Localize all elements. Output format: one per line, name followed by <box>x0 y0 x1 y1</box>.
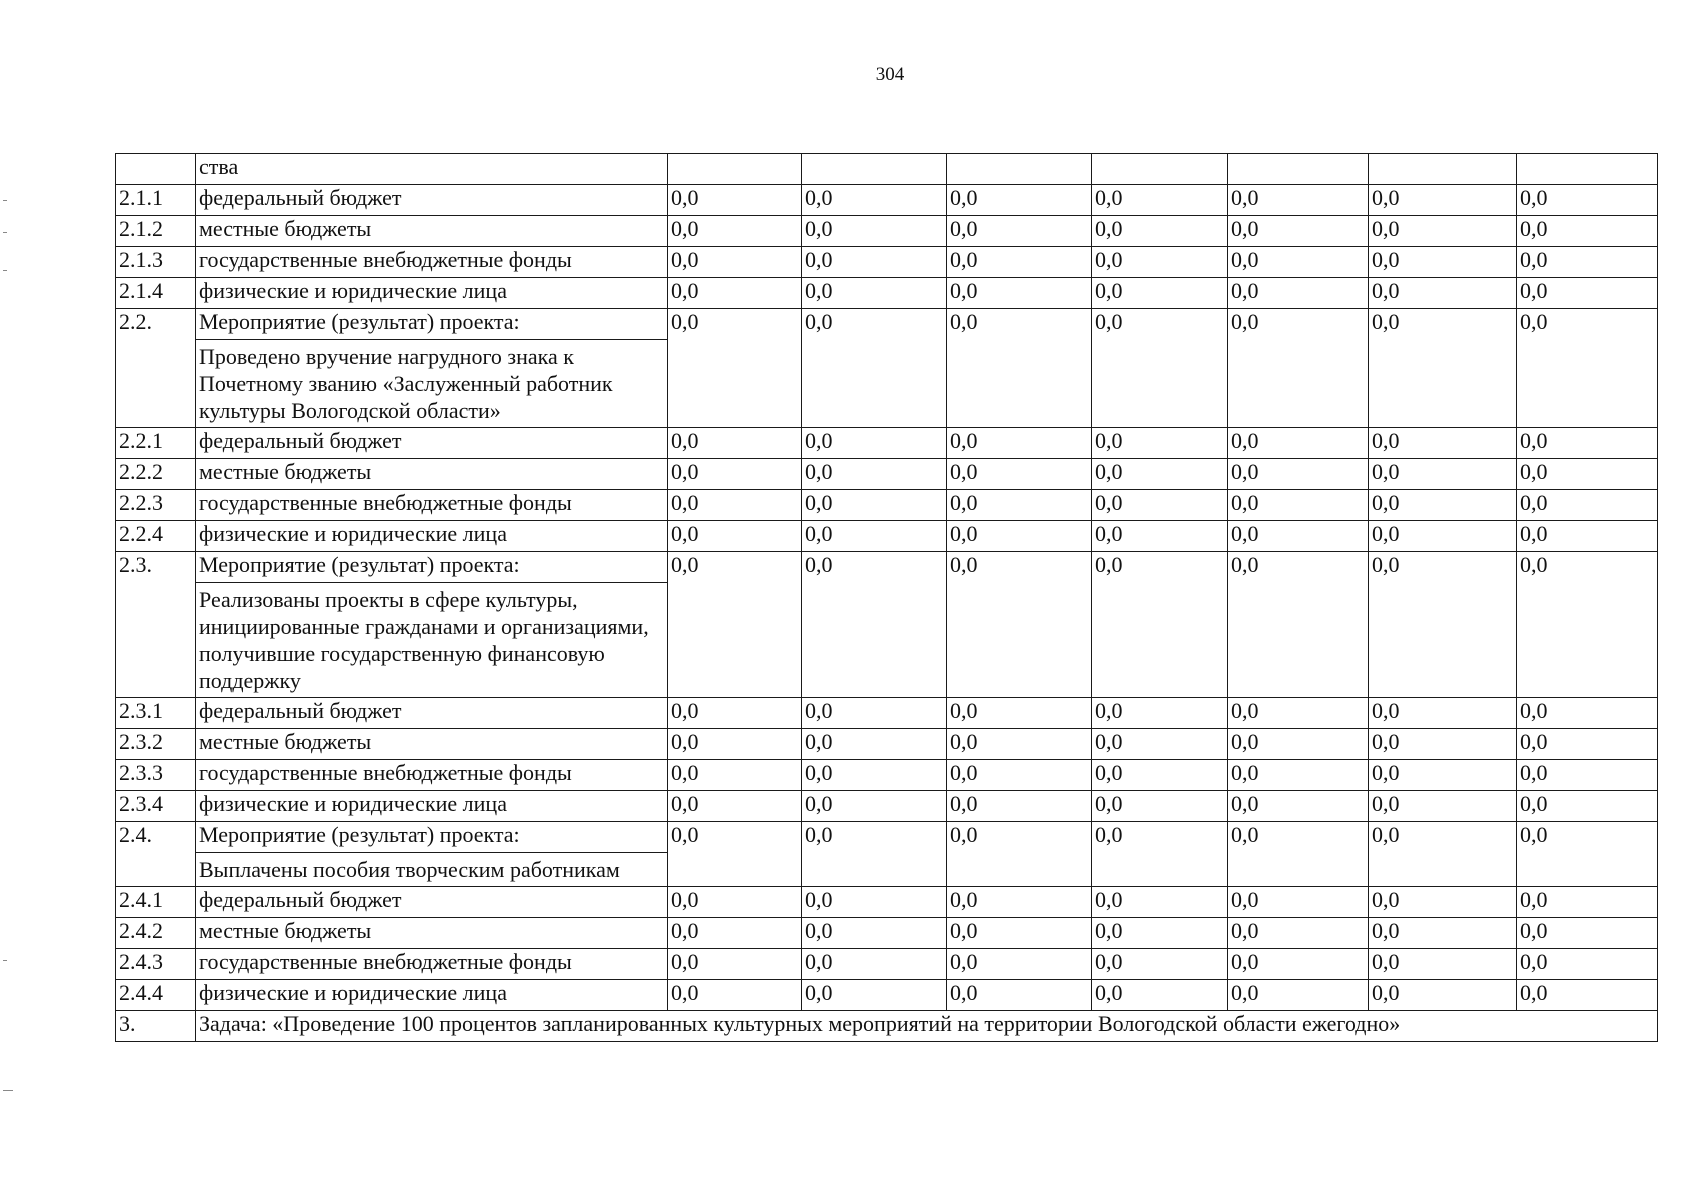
row-code: 2.3.3 <box>116 760 196 791</box>
row-name: физические и юридические лица <box>196 980 668 1011</box>
row-code <box>116 154 196 185</box>
table-row <box>116 887 1658 918</box>
row-value: 0,0 <box>1369 521 1517 552</box>
row-value: 0,0 <box>668 729 802 760</box>
row-value: 0,0 <box>1228 918 1369 949</box>
row-value: 0,0 <box>947 980 1092 1011</box>
row-value: 0,0 <box>1228 428 1369 459</box>
row-value: 0,0 <box>947 729 1092 760</box>
row-code: 2.1.1 <box>116 185 196 216</box>
measure-value: 0,0 <box>802 552 947 698</box>
row-name: государственные внебюджетные фонды <box>196 247 668 278</box>
row-value: 0,0 <box>668 918 802 949</box>
row-value: 0,0 <box>947 278 1092 309</box>
row-value: 0,0 <box>802 729 947 760</box>
row-value: 0,0 <box>1092 980 1228 1011</box>
row-value: 0,0 <box>1517 918 1658 949</box>
row-value: 0,0 <box>1517 490 1658 521</box>
table-row <box>116 521 1658 552</box>
table-row <box>116 185 1658 216</box>
measure-value: 0,0 <box>802 309 947 428</box>
row-value: 0,0 <box>802 887 947 918</box>
row-value: 0,0 <box>668 949 802 980</box>
table-row <box>116 278 1658 309</box>
row-value: 0,0 <box>802 760 947 791</box>
measure-code: 2.2. <box>116 309 196 428</box>
measure-description: Проведено вручение нагрудного знака к Почетному званию «Заслуженный работник культуры Вологодской области» <box>196 340 668 428</box>
row-value: 0,0 <box>1369 698 1517 729</box>
measure-value: 0,0 <box>1092 309 1228 428</box>
row-value: 0,0 <box>947 887 1092 918</box>
row-value: 0,0 <box>668 278 802 309</box>
row-value: 0,0 <box>668 521 802 552</box>
row-value: 0,0 <box>1369 185 1517 216</box>
row-value: 0,0 <box>1092 949 1228 980</box>
row-value: 0,0 <box>1092 521 1228 552</box>
row-value: 0,0 <box>668 887 802 918</box>
row-value: 0,0 <box>668 980 802 1011</box>
row-value: 0,0 <box>802 949 947 980</box>
measure-row <box>116 822 1658 853</box>
table-row <box>116 247 1658 278</box>
row-value: 0,0 <box>802 521 947 552</box>
row-name: физические и юридические лица <box>196 521 668 552</box>
row-value: 0,0 <box>668 490 802 521</box>
row-value: 0,0 <box>1092 185 1228 216</box>
row-value: 0,0 <box>1517 980 1658 1011</box>
measure-value: 0,0 <box>1228 309 1369 428</box>
row-name: ства <box>196 154 668 185</box>
row-value: 0,0 <box>802 698 947 729</box>
row-value: 0,0 <box>1092 760 1228 791</box>
measure-value: 0,0 <box>668 822 802 887</box>
measure-value: 0,0 <box>947 309 1092 428</box>
row-code: 2.4.3 <box>116 949 196 980</box>
row-value: 0,0 <box>947 760 1092 791</box>
task-row <box>116 1011 1658 1042</box>
measure-value: 0,0 <box>1092 552 1228 698</box>
row-value: 0,0 <box>668 791 802 822</box>
row-value: 0,0 <box>1092 428 1228 459</box>
measure-value: 0,0 <box>1517 822 1658 887</box>
row-value: 0,0 <box>1092 490 1228 521</box>
measure-value: 0,0 <box>802 822 947 887</box>
row-code: 2.2.2 <box>116 459 196 490</box>
row-value: 0,0 <box>1369 980 1517 1011</box>
row-value: 0,0 <box>1092 459 1228 490</box>
row-value: 0,0 <box>668 698 802 729</box>
task-code: 3. <box>116 1011 196 1042</box>
page-number: 304 <box>875 64 905 85</box>
measure-value: 0,0 <box>1228 822 1369 887</box>
row-code: 2.1.2 <box>116 216 196 247</box>
row-code: 2.3.4 <box>116 791 196 822</box>
row-code: 2.4.4 <box>116 980 196 1011</box>
row-value: 0,0 <box>1369 278 1517 309</box>
row-value: 0,0 <box>1092 278 1228 309</box>
measure-label: Мероприятие (результат) проекта: <box>196 822 668 853</box>
row-value: 0,0 <box>1092 698 1228 729</box>
row-code: 2.1.3 <box>116 247 196 278</box>
measure-code: 2.3. <box>116 552 196 698</box>
budget-table <box>115 153 1658 1042</box>
measure-row <box>116 552 1658 583</box>
row-value: 0,0 <box>1092 887 1228 918</box>
measure-label: Мероприятие (результат) проекта: <box>196 309 668 340</box>
row-value: 0,0 <box>1517 729 1658 760</box>
row-value: 0,0 <box>1369 729 1517 760</box>
row-value: 0,0 <box>1369 918 1517 949</box>
row-value: 0,0 <box>802 216 947 247</box>
row-code: 2.3.2 <box>116 729 196 760</box>
row-name: государственные внебюджетные фонды <box>196 760 668 791</box>
measure-row <box>116 309 1658 340</box>
table-row <box>116 791 1658 822</box>
row-name: федеральный бюджет <box>196 698 668 729</box>
table-row <box>116 918 1658 949</box>
measure-value: 0,0 <box>1228 552 1369 698</box>
table-row <box>116 459 1658 490</box>
row-value: 0,0 <box>1517 949 1658 980</box>
table-row <box>116 216 1658 247</box>
row-value: 0,0 <box>1092 216 1228 247</box>
measure-value: 0,0 <box>947 552 1092 698</box>
row-value: 0,0 <box>1517 459 1658 490</box>
row-value: 0,0 <box>947 918 1092 949</box>
table-row <box>116 428 1658 459</box>
row-value: 0,0 <box>1369 247 1517 278</box>
measure-value: 0,0 <box>1369 309 1517 428</box>
measure-description: Выплачены пособия творческим работникам <box>196 853 668 887</box>
row-value: 0,0 <box>1228 791 1369 822</box>
row-value: 0,0 <box>1517 791 1658 822</box>
row-name: федеральный бюджет <box>196 185 668 216</box>
row-value: 0,0 <box>668 428 802 459</box>
table-body <box>116 154 1658 1042</box>
row-value: 0,0 <box>1228 760 1369 791</box>
row-value: 0,0 <box>1517 887 1658 918</box>
table-row <box>116 949 1658 980</box>
row-value: 0,0 <box>802 185 947 216</box>
row-value: 0,0 <box>1517 428 1658 459</box>
row-value: 0,0 <box>1228 459 1369 490</box>
measure-value: 0,0 <box>1369 822 1517 887</box>
row-name: государственные внебюджетные фонды <box>196 949 668 980</box>
row-value: 0,0 <box>802 791 947 822</box>
measure-value: 0,0 <box>1517 552 1658 698</box>
row-name: государственные внебюджетные фонды <box>196 490 668 521</box>
row-value: 0,0 <box>1369 459 1517 490</box>
row-value: 0,0 <box>947 949 1092 980</box>
table-row <box>116 490 1658 521</box>
row-value: 0,0 <box>668 185 802 216</box>
row-value: 0,0 <box>1228 490 1369 521</box>
table-row <box>116 980 1658 1011</box>
row-value: 0,0 <box>1369 760 1517 791</box>
measure-value: 0,0 <box>668 309 802 428</box>
row-value: 0,0 <box>1228 729 1369 760</box>
row-value: 0,0 <box>802 247 947 278</box>
measure-value: 0,0 <box>668 552 802 698</box>
row-value: 0,0 <box>1228 185 1369 216</box>
row-value: 0,0 <box>1092 791 1228 822</box>
row-code: 2.1.4 <box>116 278 196 309</box>
row-code: 2.2.3 <box>116 490 196 521</box>
row-value: 0,0 <box>802 459 947 490</box>
row-value: 0,0 <box>1092 247 1228 278</box>
table-row <box>116 729 1658 760</box>
row-value: 0,0 <box>1228 216 1369 247</box>
row-value: 0,0 <box>1517 521 1658 552</box>
row-value: 0,0 <box>947 490 1092 521</box>
row-name: физические и юридические лица <box>196 791 668 822</box>
row-value: 0,0 <box>1228 698 1369 729</box>
row-value: 0,0 <box>947 459 1092 490</box>
row-value: 0,0 <box>947 521 1092 552</box>
row-name: местные бюджеты <box>196 216 668 247</box>
row-name: местные бюджеты <box>196 918 668 949</box>
row-value: 0,0 <box>947 698 1092 729</box>
task-text: Задача: «Проведение 100 процентов запланированных культурных мероприятий на территории Вологодской области ежегодно» <box>196 1011 1658 1042</box>
row-value: 0,0 <box>1228 521 1369 552</box>
row-value: 0,0 <box>802 980 947 1011</box>
row-code: 2.2.4 <box>116 521 196 552</box>
measure-value: 0,0 <box>947 822 1092 887</box>
row-value: 0,0 <box>947 216 1092 247</box>
measure-value: 0,0 <box>1369 552 1517 698</box>
row-value: 0,0 <box>1092 729 1228 760</box>
row-value: 0,0 <box>668 247 802 278</box>
row-value: 0,0 <box>1228 949 1369 980</box>
row-name: местные бюджеты <box>196 459 668 490</box>
row-value: 0,0 <box>1228 278 1369 309</box>
measure-value: 0,0 <box>1517 309 1658 428</box>
table-row <box>116 698 1658 729</box>
row-value: 0,0 <box>802 918 947 949</box>
row-code: 2.3.1 <box>116 698 196 729</box>
measure-label: Мероприятие (результат) проекта: <box>196 552 668 583</box>
row-name: физические и юридические лица <box>196 278 668 309</box>
row-value: 0,0 <box>1369 490 1517 521</box>
row-code: 2.4.1 <box>116 887 196 918</box>
row-value: 0,0 <box>668 760 802 791</box>
row-value: 0,0 <box>1517 216 1658 247</box>
row-name: федеральный бюджет <box>196 428 668 459</box>
row-value: 0,0 <box>1228 247 1369 278</box>
row-value: 0,0 <box>1517 698 1658 729</box>
row-value: 0,0 <box>1228 887 1369 918</box>
row-value: 0,0 <box>802 428 947 459</box>
row-value: 0,0 <box>947 791 1092 822</box>
row-value: 0,0 <box>947 185 1092 216</box>
row-name: федеральный бюджет <box>196 887 668 918</box>
measure-value: 0,0 <box>1092 822 1228 887</box>
row-value: 0,0 <box>1369 791 1517 822</box>
row-value: 0,0 <box>1517 247 1658 278</box>
row-name: местные бюджеты <box>196 729 668 760</box>
row-value: 0,0 <box>1369 949 1517 980</box>
row-value: 0,0 <box>947 428 1092 459</box>
row-value: 0,0 <box>1369 216 1517 247</box>
row-value: 0,0 <box>1517 278 1658 309</box>
row-code: 2.2.1 <box>116 428 196 459</box>
row-value: 0,0 <box>1369 887 1517 918</box>
row-value: 0,0 <box>668 216 802 247</box>
row-value: 0,0 <box>1517 185 1658 216</box>
row-value: 0,0 <box>668 459 802 490</box>
table-row <box>116 760 1658 791</box>
row-value: 0,0 <box>802 490 947 521</box>
scan-margin-marks <box>0 0 14 1200</box>
row-value: 0,0 <box>1092 918 1228 949</box>
measure-code: 2.4. <box>116 822 196 887</box>
row-value: 0,0 <box>802 278 947 309</box>
row-value: 0,0 <box>1228 980 1369 1011</box>
measure-description: Реализованы проекты в сфере культуры, инициированные гражданами и организациями, получившие государственную финансовую поддержку <box>196 583 668 698</box>
row-value: 0,0 <box>947 247 1092 278</box>
row-value: 0,0 <box>1369 428 1517 459</box>
row-value: 0,0 <box>1517 760 1658 791</box>
row-code: 2.4.2 <box>116 918 196 949</box>
table-row-continuation <box>116 154 1658 185</box>
